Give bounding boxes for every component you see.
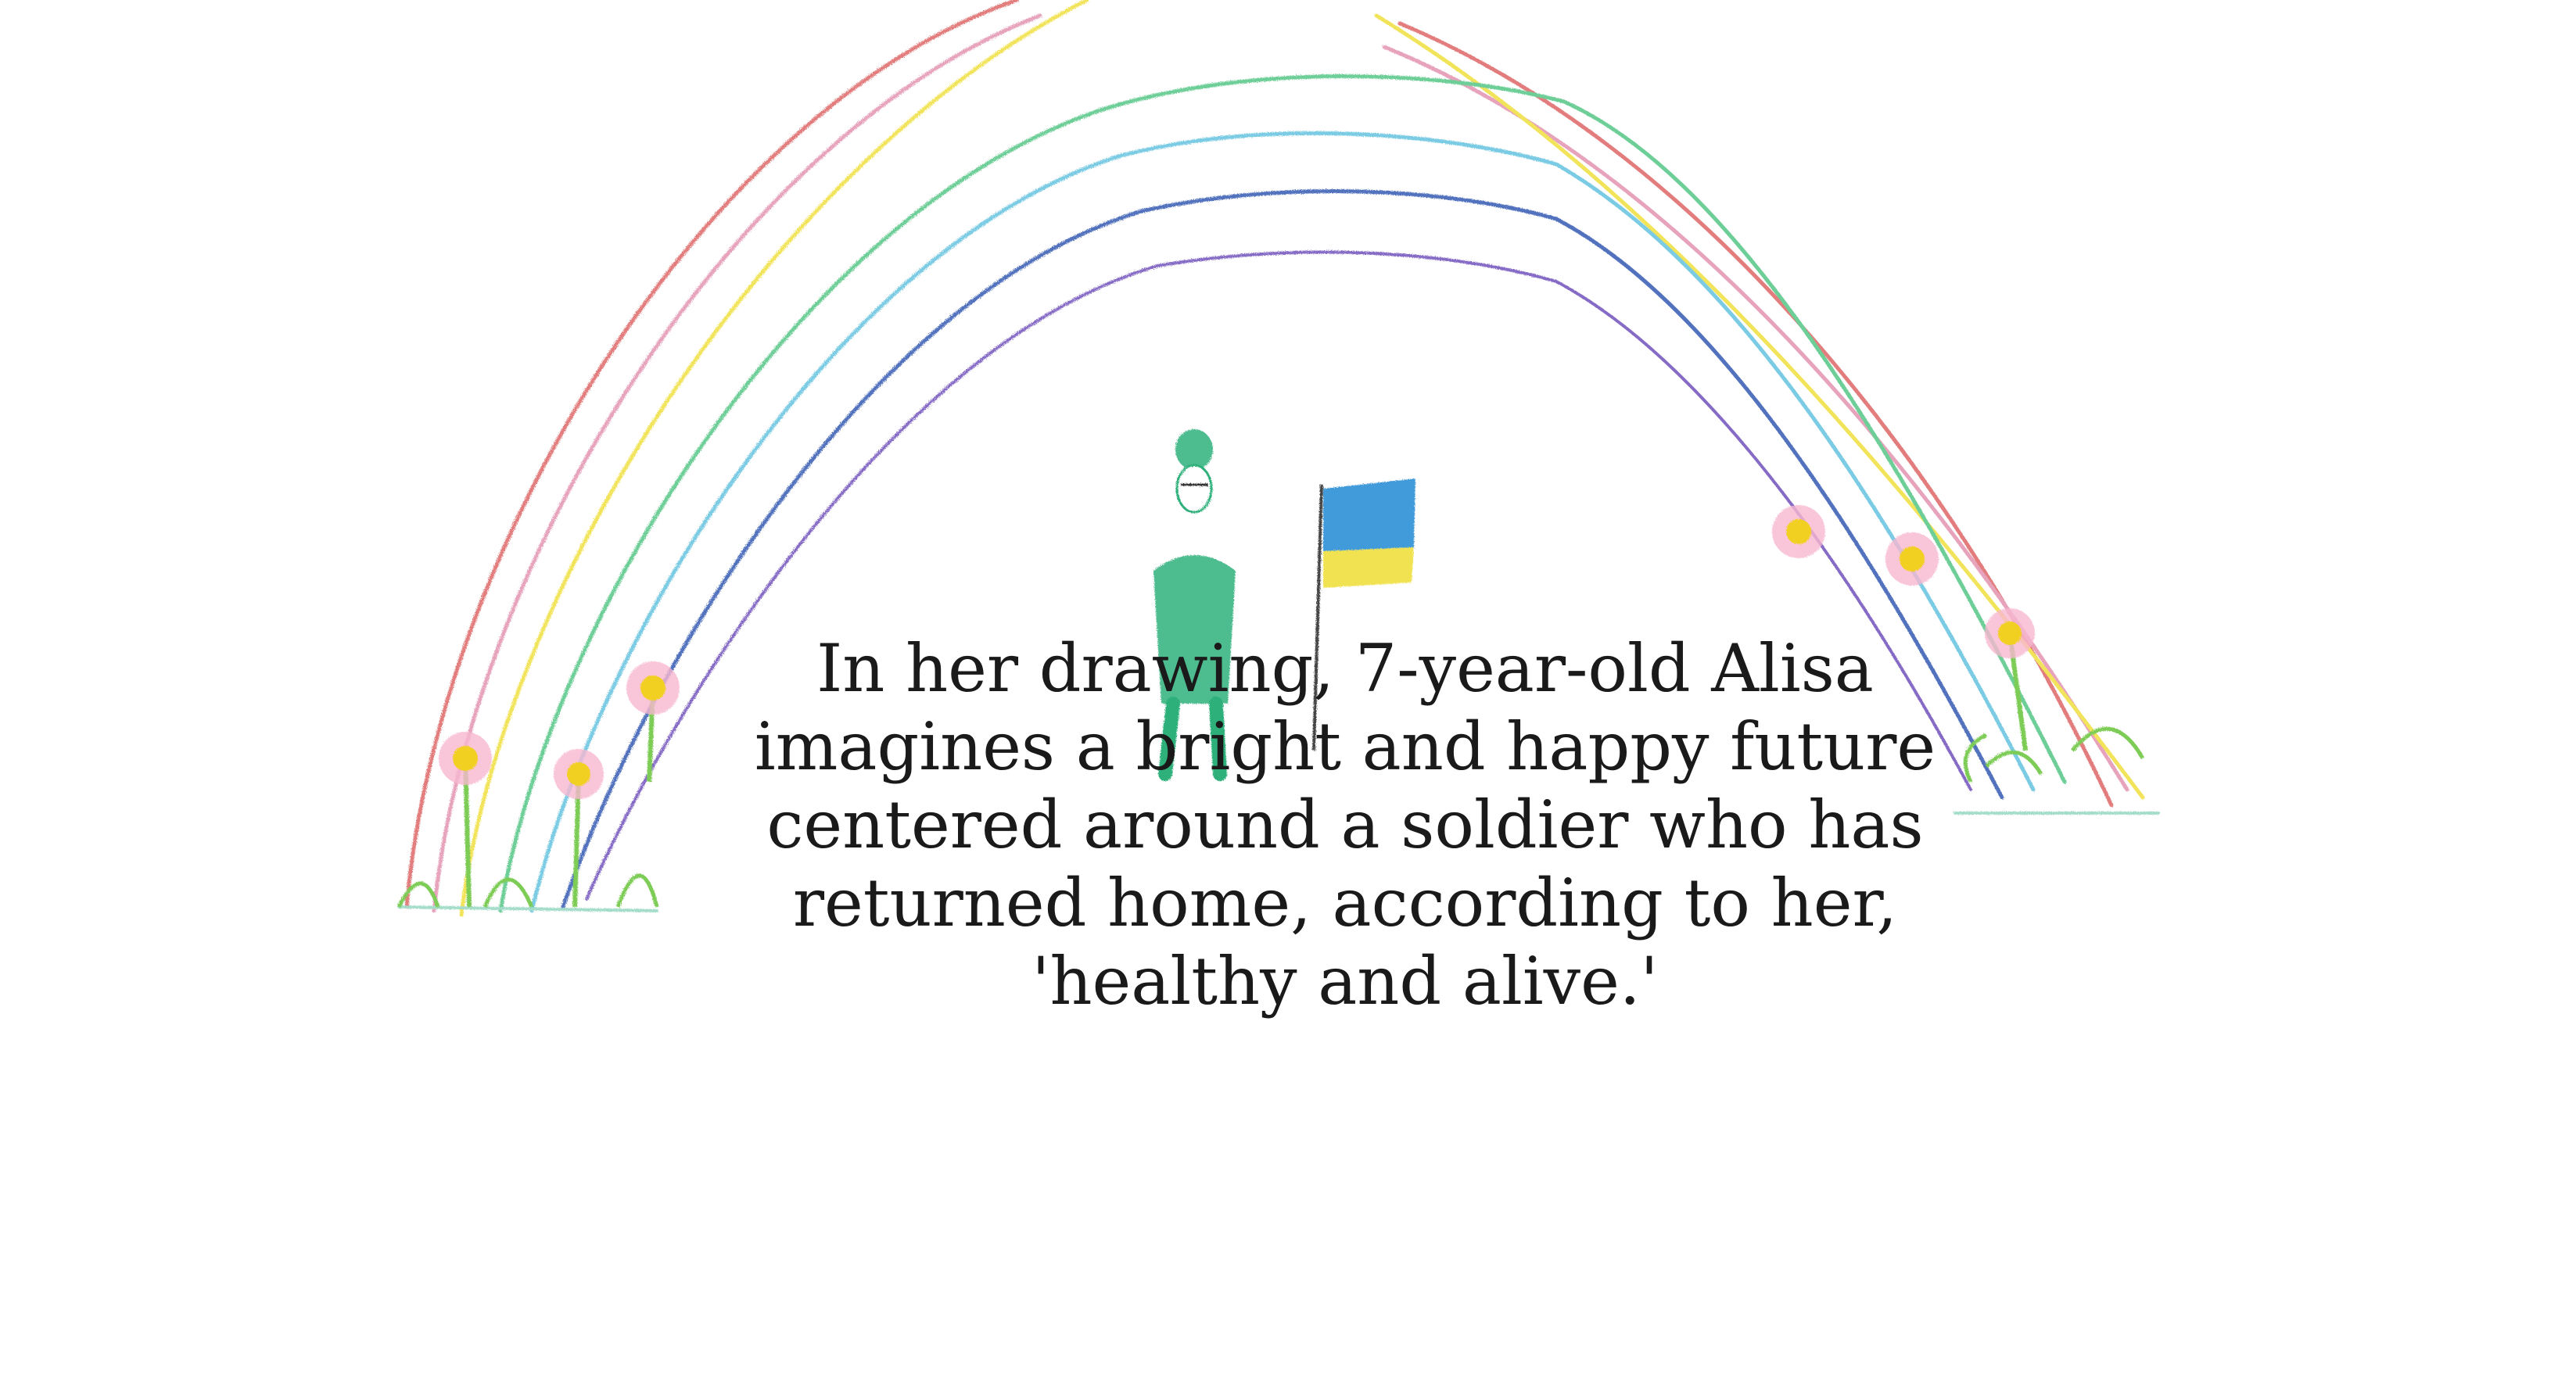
rainbow-ground-left — [399, 907, 657, 911]
caption-line: 'healthy and alive.' — [1031, 943, 1659, 1019]
caption-line: returned home, according to her, — [792, 865, 1898, 941]
caption-line: centered around a soldier who has — [766, 787, 1924, 863]
flower-icon — [1772, 505, 1825, 558]
flower-icon — [1885, 532, 1939, 586]
caption-line: In her drawing, 7-year-old Alisa — [816, 630, 1874, 707]
caption-line: imagines a bright and happy future — [754, 708, 1936, 785]
drawing-caption — [673, 629, 2018, 1020]
flower-icon — [554, 749, 604, 907]
